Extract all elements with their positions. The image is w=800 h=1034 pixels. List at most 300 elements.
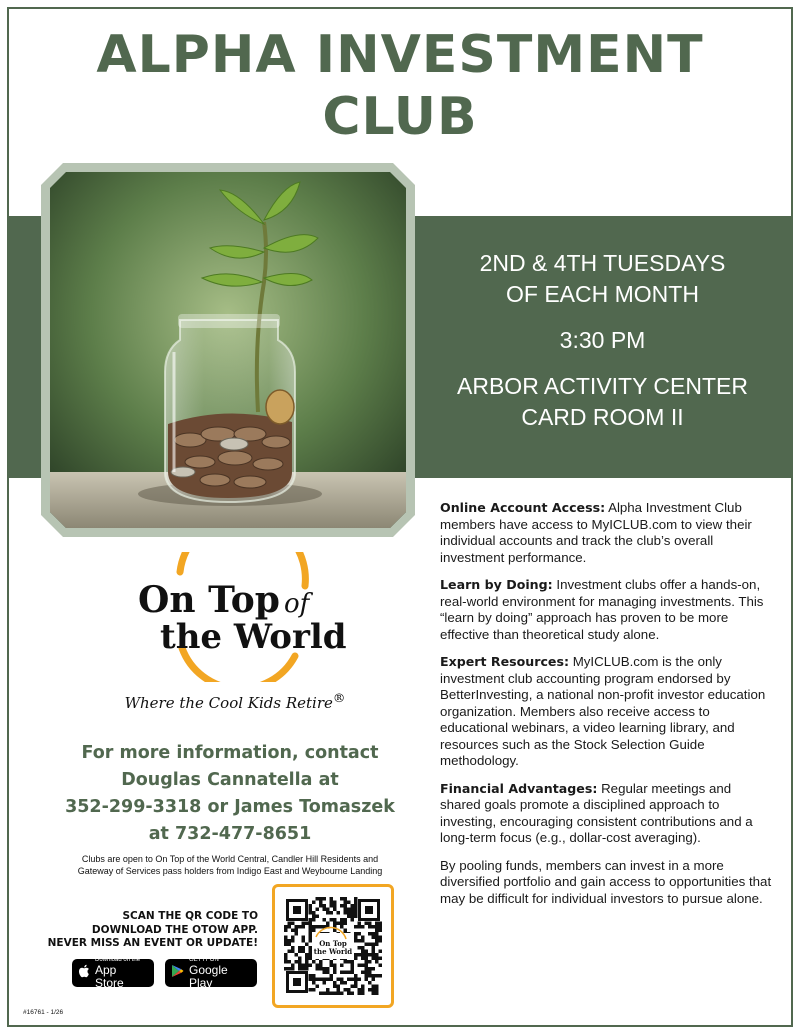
google-play-icon	[171, 964, 184, 983]
qr-module	[309, 936, 313, 940]
qr-module	[305, 960, 309, 964]
qr-module	[309, 946, 313, 950]
qr-module	[361, 971, 365, 975]
info-text: Investment clubs offer a hands-on, real-world environment for managing investments. This “learn by doing” approach has proven to be more effective than theoretical study alone.	[440, 577, 764, 642]
info-heading: Online Account Access:	[440, 500, 606, 515]
qr-module	[326, 911, 330, 915]
qr-module	[375, 988, 379, 992]
qr-module	[319, 960, 323, 964]
qr-module	[358, 925, 362, 929]
qr-module	[365, 922, 369, 926]
qr-module	[344, 922, 348, 926]
qr-module	[354, 925, 358, 929]
qr-module	[379, 957, 383, 961]
qr-module	[309, 957, 313, 961]
qr-module	[354, 939, 358, 943]
contact-info	[30, 740, 430, 848]
qr-module	[319, 964, 323, 968]
qr-module	[330, 901, 334, 905]
qr-module	[344, 988, 348, 992]
event-days-line-2: OF EACH MONTH	[506, 281, 699, 307]
qr-module	[365, 978, 369, 982]
qr-module	[351, 915, 355, 919]
qr-module	[298, 946, 302, 950]
qr-module	[375, 922, 379, 926]
info-heading: Learn by Doing:	[440, 577, 553, 592]
qr-module	[340, 918, 344, 922]
qr-module	[316, 985, 320, 989]
qr-module	[326, 922, 330, 926]
logo-line-1-suffix: of	[284, 589, 310, 619]
qr-module	[354, 978, 358, 982]
qr-module	[330, 897, 334, 901]
info-text: Alpha Investment Club members have access to MyICLUB.com to view their individual accounts and track the club’s overall investment performance.	[440, 500, 752, 565]
qr-module	[365, 960, 369, 964]
qr-module	[347, 978, 351, 982]
qr-module	[351, 908, 355, 912]
qr-module	[372, 925, 376, 929]
qr-module	[361, 939, 365, 943]
contact-line-3: 352-299-3318 or James Tomaszek	[65, 797, 395, 817]
qr-module	[312, 915, 316, 919]
logo-line-1: On Top	[138, 579, 280, 621]
qr-module	[351, 964, 355, 968]
qr-code[interactable]	[284, 897, 382, 995]
qr-module	[340, 964, 344, 968]
qr-module	[291, 939, 295, 943]
qr-module	[323, 978, 327, 982]
qr-module	[375, 992, 379, 996]
scan-line-2: DOWNLOAD THE OTOW APP.	[91, 923, 258, 936]
qr-module	[326, 908, 330, 912]
qr-module	[368, 932, 372, 936]
qr-module	[309, 939, 313, 943]
qr-module	[305, 943, 309, 947]
qr-module	[330, 964, 334, 968]
qr-module	[330, 911, 334, 915]
qr-module	[323, 967, 327, 971]
qr-module	[340, 978, 344, 982]
qr-module	[344, 960, 348, 964]
qr-module	[361, 992, 365, 996]
app-store-small: Download on the	[95, 956, 141, 963]
qr-module	[361, 950, 365, 954]
qr-module	[344, 918, 348, 922]
qr-module	[351, 918, 355, 922]
qr-module	[316, 915, 320, 919]
qr-module	[358, 939, 362, 943]
qr-module	[361, 936, 365, 940]
qr-module	[372, 950, 376, 954]
qr-module	[358, 953, 362, 957]
qr-module	[323, 971, 327, 975]
qr-module	[372, 967, 376, 971]
qr-module	[379, 950, 383, 954]
qr-module	[372, 992, 376, 996]
qr-module	[291, 929, 295, 933]
scan-line-3: NEVER MISS AN EVENT OR UPDATE!	[47, 937, 258, 949]
info-paragraph	[440, 858, 775, 908]
qr-module	[309, 978, 313, 982]
qr-module	[337, 978, 341, 982]
qr-module	[368, 967, 372, 971]
apple-icon	[78, 964, 90, 983]
qr-module	[323, 992, 327, 996]
qr-module	[302, 964, 306, 968]
qr-module	[351, 904, 355, 908]
qr-module	[354, 981, 358, 985]
qr-module	[316, 967, 320, 971]
app-store-badge[interactable]	[72, 956, 154, 990]
qr-module	[368, 981, 372, 985]
qr-module	[354, 915, 358, 919]
qr-module	[312, 918, 316, 922]
qr-module	[351, 967, 355, 971]
qr-module	[351, 978, 355, 982]
qr-module	[312, 978, 316, 982]
event-time: 3:30 PM	[559, 327, 646, 353]
registered-mark: ®	[332, 690, 346, 705]
qr-module	[319, 967, 323, 971]
app-store-label: App Store	[95, 962, 124, 990]
qr-module	[361, 946, 365, 950]
contact-line-2: Douglas Cannatella at	[121, 770, 339, 790]
qr-module	[375, 932, 379, 936]
qr-module	[354, 897, 358, 901]
qr-module	[309, 908, 313, 912]
qr-module	[368, 925, 372, 929]
qr-module	[309, 918, 313, 922]
qr-module	[309, 953, 313, 957]
qr-module	[312, 901, 316, 905]
info-paragraph	[440, 781, 775, 847]
tagline-text: Where the Cool Kids Retire	[124, 694, 333, 712]
qr-module	[309, 974, 313, 978]
qr-module	[337, 985, 341, 989]
info-heading: Expert Resources:	[440, 654, 569, 669]
qr-module	[298, 967, 302, 971]
qr-module	[347, 915, 351, 919]
info-paragraph	[440, 577, 775, 643]
qr-module	[295, 932, 299, 936]
eligibility-line-2: Gateway of Services pass holders from Indigo East and Weybourne Landing	[77, 866, 383, 876]
title-line-1: ALPHA INVESTMENT	[96, 25, 704, 85]
qr-module	[372, 953, 376, 957]
qr-module	[298, 960, 302, 964]
qr-module	[298, 925, 302, 929]
qr-module	[372, 988, 376, 992]
qr-module	[291, 950, 295, 954]
qr-module	[323, 918, 327, 922]
qr-module	[333, 992, 337, 996]
event-days-line-1: 2ND & 4TH TUESDAYS	[479, 250, 726, 276]
qr-module	[319, 978, 323, 982]
qr-module	[368, 953, 372, 957]
scan-qr-callout	[30, 910, 258, 951]
qr-module	[323, 897, 327, 901]
qr-module	[379, 925, 383, 929]
qr-module	[284, 925, 288, 929]
qr-module	[368, 960, 372, 964]
qr-module	[319, 992, 323, 996]
qr-module	[298, 950, 302, 954]
qr-module	[347, 960, 351, 964]
qr-module	[375, 960, 379, 964]
qr-module	[288, 922, 292, 926]
qr-module	[379, 939, 383, 943]
qr-module	[316, 897, 320, 901]
qr-module	[330, 974, 334, 978]
qr-module	[326, 992, 330, 996]
qr-module	[344, 897, 348, 901]
qr-module	[291, 964, 295, 968]
qr-module	[340, 971, 344, 975]
qr-module	[326, 978, 330, 982]
qr-module	[298, 957, 302, 961]
qr-module	[312, 929, 316, 933]
qr-module	[372, 957, 376, 961]
qr-module	[375, 943, 379, 947]
qr-module	[288, 960, 292, 964]
qr-module	[358, 992, 362, 996]
google-play-badge[interactable]	[165, 956, 257, 990]
qr-module	[305, 922, 309, 926]
qr-module	[319, 901, 323, 905]
qr-module	[379, 936, 383, 940]
info-text: Regular meetings and shared goals promote a disciplined approach to investing, encouraging consistent contributions and a long-term focus (e.g., dollar-cost averaging).	[440, 780, 753, 845]
qr-module	[312, 960, 316, 964]
qr-module	[316, 925, 320, 929]
qr-module	[333, 908, 337, 912]
qr-module	[291, 936, 295, 940]
qr-module	[344, 911, 348, 915]
qr-module	[351, 911, 355, 915]
qr-module	[354, 953, 358, 957]
qr-module	[295, 925, 299, 929]
qr-module	[323, 981, 327, 985]
qr-module	[354, 974, 358, 978]
qr-module	[372, 978, 376, 982]
qr-module	[375, 957, 379, 961]
qr-module	[347, 971, 351, 975]
qr-module	[347, 911, 351, 915]
qr-module	[365, 950, 369, 954]
qr-module	[302, 939, 306, 943]
qr-module	[379, 974, 383, 978]
qr-module	[347, 992, 351, 996]
contact-line-1: For more information, contact	[81, 743, 379, 763]
info-text: MyICLUB.com is the only investment club accounting program endorsed by BetterInvesting, a national non-profit investor education organization. Members also receive access to educational webinars, a video learning library, and resources such as the Stock Selection Guide methodology.	[440, 654, 766, 768]
qr-module	[284, 967, 288, 971]
info-heading: Financial Advantages:	[440, 780, 598, 796]
qr-module	[333, 922, 337, 926]
logo-line-2: the World	[160, 617, 347, 657]
qr-module	[316, 964, 320, 968]
qr-module	[351, 985, 355, 989]
qr-module	[368, 943, 372, 947]
qr-module	[319, 904, 323, 908]
qr-module	[375, 985, 379, 989]
qr-module	[284, 939, 288, 943]
qr-module	[365, 971, 369, 975]
qr-module	[284, 936, 288, 940]
eligibility-line-1: Clubs are open to On Top of the World Central, Candler Hill Residents and	[81, 854, 379, 864]
on-top-of-the-world-logo	[120, 552, 350, 682]
qr-module	[368, 974, 372, 978]
qr-module	[340, 904, 344, 908]
qr-module	[379, 929, 383, 933]
qr-module	[302, 950, 306, 954]
qr-module	[340, 992, 344, 996]
qr-module	[365, 967, 369, 971]
qr-module	[368, 988, 372, 992]
qr-module	[337, 988, 341, 992]
qr-module	[333, 964, 337, 968]
qr-module	[284, 957, 288, 961]
qr-module	[361, 957, 365, 961]
qr-module	[312, 974, 316, 978]
info-paragraph	[440, 500, 775, 566]
qr-module	[312, 988, 316, 992]
qr-module	[340, 981, 344, 985]
qr-module	[326, 967, 330, 971]
qr-module	[330, 960, 334, 964]
qr-module	[316, 908, 320, 912]
qr-module	[351, 971, 355, 975]
qr-module	[365, 964, 369, 968]
qr-logo-line-1: On Top	[319, 939, 347, 948]
qr-module	[344, 901, 348, 905]
qr-module	[288, 967, 292, 971]
qr-module	[354, 936, 358, 940]
qr-module	[291, 922, 295, 926]
qr-module	[330, 978, 334, 982]
qr-module	[295, 953, 299, 957]
qr-module	[358, 922, 362, 926]
qr-module	[358, 978, 362, 982]
qr-module	[354, 932, 358, 936]
qr-module	[351, 960, 355, 964]
qr-module	[302, 936, 306, 940]
title-line-2: CLUB	[322, 87, 478, 147]
qr-module	[305, 964, 309, 968]
info-text: By pooling funds, members can invest in a more diversified portfolio and gain access to opportunities that may be difficult for individual investors to pursue alone.	[440, 857, 772, 906]
qr-module	[375, 925, 379, 929]
qr-module	[326, 971, 330, 975]
qr-module	[354, 957, 358, 961]
qr-module	[316, 978, 320, 982]
flyer-code: #16761 - 1/26	[23, 1009, 64, 1016]
qr-module	[372, 946, 376, 950]
qr-module	[302, 922, 306, 926]
plant-jar-photo	[50, 172, 406, 528]
qr-module	[375, 939, 379, 943]
qr-module	[372, 936, 376, 940]
qr-module	[309, 904, 313, 908]
qr-module	[298, 964, 302, 968]
qr-module	[288, 950, 292, 954]
qr-module	[372, 974, 376, 978]
qr-module	[372, 932, 376, 936]
qr-module	[319, 925, 323, 929]
qr-module	[284, 929, 288, 933]
qr-module	[361, 985, 365, 989]
qr-module	[379, 922, 383, 926]
qr-module	[288, 943, 292, 947]
qr-module	[333, 971, 337, 975]
qr-module	[375, 953, 379, 957]
scan-line-1: SCAN THE QR CODE TO	[122, 910, 258, 922]
qr-module	[344, 981, 348, 985]
qr-module	[365, 957, 369, 961]
qr-module	[375, 974, 379, 978]
qr-module	[309, 925, 313, 929]
qr-module	[344, 908, 348, 912]
qr-module	[305, 953, 309, 957]
qr-module	[309, 911, 313, 915]
qr-module	[309, 929, 313, 933]
qr-module	[337, 992, 341, 996]
qr-module	[365, 953, 369, 957]
qr-module	[295, 960, 299, 964]
qr-module	[344, 904, 348, 908]
qr-module	[379, 964, 383, 968]
qr-module	[354, 904, 358, 908]
qr-module	[358, 988, 362, 992]
qr-module	[354, 985, 358, 989]
qr-module	[302, 925, 306, 929]
qr-module	[337, 911, 341, 915]
info-paragraph	[440, 654, 775, 770]
qr-module	[284, 960, 288, 964]
qr-module	[347, 908, 351, 912]
contact-line-4: at 732-477-8651	[148, 824, 312, 844]
qr-module	[340, 925, 344, 929]
qr-module	[312, 925, 316, 929]
tagline	[120, 690, 350, 712]
qr-module	[361, 953, 365, 957]
qr-module	[309, 964, 313, 968]
qr-module	[330, 918, 334, 922]
qr-module	[351, 992, 355, 996]
qr-module	[330, 992, 334, 996]
event-location-line-1: ARBOR ACTIVITY CENTER	[457, 373, 748, 399]
page-title	[0, 24, 800, 148]
qr-module	[358, 932, 362, 936]
qr-module	[340, 897, 344, 901]
qr-module	[358, 946, 362, 950]
qr-module	[326, 988, 330, 992]
qr-module	[333, 985, 337, 989]
qr-module	[312, 981, 316, 985]
qr-module	[309, 922, 313, 926]
qr-module	[365, 943, 369, 947]
qr-module	[309, 932, 313, 936]
qr-module	[347, 988, 351, 992]
qr-module	[333, 904, 337, 908]
qr-module	[354, 908, 358, 912]
qr-module	[309, 988, 313, 992]
qr-module	[372, 985, 376, 989]
eligibility-note	[40, 853, 420, 877]
qr-module	[284, 953, 288, 957]
qr-module	[344, 929, 348, 933]
qr-module	[333, 981, 337, 985]
qr-module	[295, 929, 299, 933]
qr-module	[368, 971, 372, 975]
qr-module	[333, 918, 337, 922]
qr-module	[358, 964, 362, 968]
